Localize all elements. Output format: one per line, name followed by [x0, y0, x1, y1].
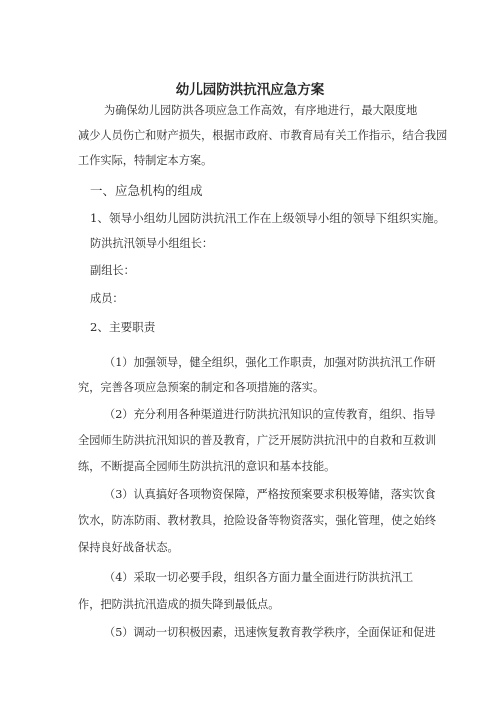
intro-line-3: 工作实际，特制定本方案。: [78, 154, 213, 167]
duty-1-line-1: （1）加强领导，健全组织，强化工作职责，加强对防洪抗汛工作研: [104, 356, 436, 369]
item-1-line: 1、领导小组幼儿园防洪抗汛工作在上级领导小组的领导下组织实施。: [90, 211, 446, 225]
duty-4-line-1: （4）采取一切必要手段，组织各方面力量全面进行防洪抗汛工: [104, 571, 414, 584]
section-heading-1: 一、应急机构的组成: [90, 183, 203, 198]
duty-3-line-3: 保持良好战备状态。: [78, 541, 179, 554]
members-label: 成员：: [90, 292, 124, 305]
duty-2-line-2: 全园师生防洪抗汛知识的普及教育，广泛开展防洪抗汛中的自救和互救训: [78, 434, 437, 447]
duty-2-line-3: 练，不断提高全园师生防洪抗汛的意识和基本技能。: [78, 460, 336, 473]
intro-line-2: 减少人员伤亡和财产损失，根据市政府、市教育局有关工作指示，结合我园: [78, 129, 448, 142]
duty-3-line-2: 饮水，防冻防雨、教材教具，抢险设备等物资落实，强化管理，使之始终: [78, 514, 437, 527]
deputy-label: 副组长：: [90, 264, 135, 277]
intro-line-1: 为确保幼儿园防洪各项应急工作高效，有序地进行，最大限度地: [104, 104, 418, 117]
document-title: 幼儿园防洪抗汛应急方案: [175, 82, 325, 98]
duty-1-line-2: 究，完善各项应急预案的制定和各项措施的落实。: [78, 381, 325, 394]
leader-label: 防洪抗汛领导小组组长：: [90, 237, 214, 250]
duty-2-line-1: （2）充分利用各种渠道进行防洪抗汛知识的宣传教育，组织、指导: [104, 408, 436, 421]
duty-3-line-1: （3）认真搞好各项物资保障，严格按预案要求积极筹储，落实饮食: [104, 488, 436, 501]
item-2-heading: 2、主要职责: [90, 320, 156, 334]
duty-5-line-1: （5）调动一切积极因素，迅速恢复教育教学秩序，全面保证和促进: [104, 626, 436, 639]
duty-4-line-2: 作，把防洪抗汛造成的损失降到最低点。: [78, 598, 280, 611]
